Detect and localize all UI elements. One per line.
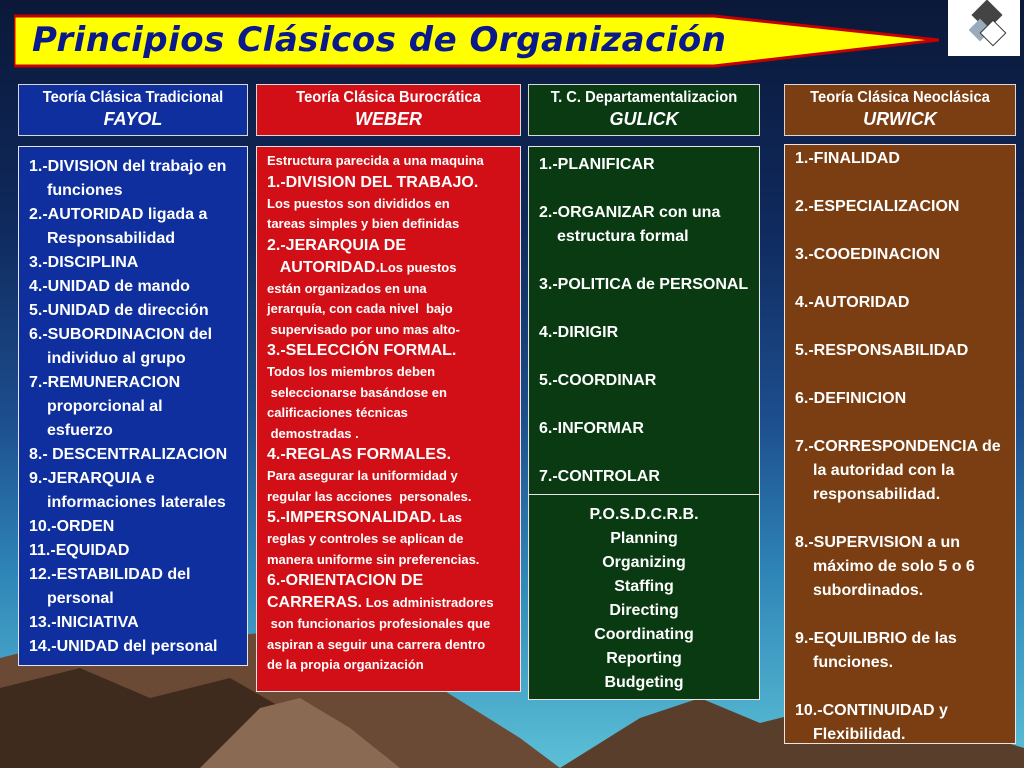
urwick-list-item bbox=[795, 507, 1015, 531]
weber-principles-box bbox=[256, 146, 521, 692]
urwick-list-item: 8.-SUPERVISION a un bbox=[795, 534, 961, 551]
weber-line bbox=[267, 635, 520, 656]
gulick-list-item: estructura formal bbox=[557, 228, 689, 245]
fayol-list-item: 1.-DIVISION del trabajo en bbox=[29, 158, 227, 175]
posdcorb-item: Directing bbox=[609, 602, 679, 619]
urwick-list-item bbox=[795, 219, 1015, 243]
urwick-list-item: subordinados. bbox=[813, 582, 924, 599]
fayol-list-item: 14.-UNIDAD del personal bbox=[29, 638, 218, 655]
weber-line bbox=[267, 444, 520, 466]
weber-line bbox=[267, 214, 520, 235]
gulick-list-item: 4.-DIRIGIR bbox=[539, 324, 619, 341]
header-fayol-author: FAYOL bbox=[103, 109, 163, 129]
weber-line bbox=[267, 487, 520, 508]
fayol-list-item: 7.-REMUNERACION bbox=[29, 374, 181, 391]
weber-line-text: manera uniforme sin preferencias. bbox=[267, 551, 480, 567]
fayol-list-item: personal bbox=[47, 590, 114, 607]
weber-line-text: calificaciones técnicas bbox=[267, 405, 408, 420]
urwick-list-item: 9.-EQUILIBRIO de las bbox=[795, 630, 957, 647]
urwick-principles-box bbox=[784, 144, 1016, 744]
weber-line-tail: Los administradores bbox=[362, 595, 494, 610]
gulick-list-item bbox=[539, 249, 759, 273]
weber-line-tail: Las bbox=[435, 510, 462, 525]
fayol-list-item: Responsabilidad bbox=[47, 230, 176, 247]
weber-line-text: Los puestos son divididos en bbox=[267, 195, 450, 211]
gulick-list-item: 5.-COORDINAR bbox=[539, 372, 657, 389]
urwick-list-item: 7.-CORRESPONDENCIA de bbox=[795, 438, 1001, 455]
gulick-list-item: 6.-INFORMAR bbox=[539, 420, 644, 437]
urwick-list-item bbox=[795, 315, 1015, 339]
weber-line bbox=[267, 257, 520, 279]
fayol-list-item: 9.-JERARQUIA e bbox=[29, 470, 155, 487]
weber-line bbox=[267, 424, 520, 445]
urwick-list-item: 10.-CONTINUIDAD y bbox=[795, 702, 948, 719]
weber-line-text: están organizados en una bbox=[267, 280, 427, 296]
weber-line-text: 1.-DIVISION DEL TRABAJO. bbox=[267, 173, 479, 191]
weber-line-tail: Los puestos bbox=[379, 259, 457, 275]
urwick-list-item: 1.-FINALIDAD bbox=[795, 150, 900, 167]
weber-line bbox=[267, 279, 520, 300]
weber-line bbox=[267, 172, 520, 194]
header-weber bbox=[256, 84, 521, 136]
fayol-list-item: 2.-AUTORIDAD ligada a bbox=[29, 206, 208, 223]
gulick-list-item: 3.-POLITICA de PERSONAL bbox=[539, 276, 749, 293]
fayol-list-item: 8.- DESCENTRALIZACION bbox=[29, 446, 228, 463]
weber-line-text: regular las acciones personales. bbox=[267, 488, 472, 504]
weber-line-text: Estructura parecida a una maquina bbox=[267, 153, 484, 168]
header-urwick-title: Teoría Clásica Neoclásica bbox=[810, 89, 990, 106]
weber-line-text: demostradas . bbox=[267, 425, 359, 441]
weber-line-text: supervisado por uno mas alto- bbox=[267, 321, 460, 337]
weber-line-text: aspiran a seguir una carrera dentro bbox=[267, 636, 486, 652]
fayol-list-item: 13.-INICIATIVA bbox=[29, 614, 139, 631]
gulick-list-item: 7.-CONTROLAR bbox=[539, 468, 660, 485]
weber-line bbox=[267, 320, 520, 341]
urwick-list-item: la autoridad con la bbox=[813, 462, 955, 479]
header-fayol bbox=[18, 84, 248, 136]
fayol-list-item: informaciones laterales bbox=[47, 494, 226, 511]
urwick-list-item: 6.-DEFINICION bbox=[795, 390, 907, 407]
weber-line bbox=[267, 194, 520, 215]
weber-line bbox=[267, 299, 520, 320]
urwick-list-item: 3.-COOEDINACION bbox=[795, 246, 940, 263]
fayol-list-item: 6.-SUBORDINACION del bbox=[29, 326, 213, 343]
fayol-principles-box bbox=[18, 146, 248, 666]
urwick-list-item: 2.-ESPECIALIZACION bbox=[795, 198, 960, 215]
urwick-list-item bbox=[795, 603, 1015, 627]
weber-line-text: CARRERAS. bbox=[267, 594, 363, 611]
logo-icon bbox=[948, 0, 1020, 56]
fayol-list-item: proporcional al bbox=[47, 398, 163, 415]
urwick-list-item bbox=[795, 363, 1015, 387]
fayol-list-item: 12.-ESTABILIDAD del bbox=[29, 566, 191, 583]
weber-line bbox=[267, 151, 520, 172]
weber-line-text: jerarquía, con cada nivel bajo bbox=[267, 301, 453, 316]
posdcorb-item: Budgeting bbox=[604, 674, 684, 691]
header-fayol-title: Teoría Clásica Tradicional bbox=[42, 89, 224, 106]
weber-line-text: tareas simples y bien definidas bbox=[267, 216, 460, 231]
gulick-list-item: 2.-ORGANIZAR con una bbox=[539, 204, 721, 221]
urwick-list-item: funciones. bbox=[813, 654, 894, 671]
weber-line-text: Todos los miembros deben bbox=[267, 364, 436, 379]
posdcorb-item: Reporting bbox=[606, 650, 682, 667]
weber-line bbox=[267, 466, 520, 487]
gulick-principles-box bbox=[528, 146, 760, 496]
weber-line bbox=[267, 403, 520, 424]
weber-line-text: Para asegurar la uniformidad y bbox=[267, 468, 458, 483]
header-gulick-title: T. C. Departamentalizacion bbox=[550, 89, 738, 106]
weber-line bbox=[267, 529, 520, 550]
weber-line-text: 3.-SELECCIÓN FORMAL. bbox=[267, 342, 457, 359]
posdcorb-item: Planning bbox=[610, 530, 678, 547]
posdcorb-item: P.O.S.D.C.R.B. bbox=[589, 506, 699, 523]
fayol-list-item: 10.-ORDEN bbox=[29, 518, 115, 535]
posdcorb-item: Staffing bbox=[614, 578, 674, 595]
gulick-list-item bbox=[539, 177, 759, 201]
weber-line bbox=[267, 362, 520, 383]
urwick-list-item bbox=[795, 411, 1015, 435]
fayol-list-item: 3.-DISCIPLINA bbox=[29, 254, 139, 271]
weber-line bbox=[267, 340, 520, 362]
weber-line-text: 4.-REGLAS FORMALES. bbox=[267, 446, 452, 463]
posdcorb-item: Organizing bbox=[602, 554, 686, 571]
weber-line-text: son funcionarios profesionales que bbox=[267, 616, 491, 631]
weber-line-text: 2.-JERARQUIA DE bbox=[267, 236, 406, 254]
gulick-list-item bbox=[539, 297, 759, 321]
header-gulick bbox=[528, 84, 760, 136]
weber-line-text: reglas y controles se aplican de bbox=[267, 531, 464, 546]
gulick-list-item bbox=[539, 345, 759, 369]
weber-line bbox=[267, 550, 520, 571]
urwick-list-item bbox=[795, 171, 1015, 195]
gulick-list-item: 1.-PLANIFICAR bbox=[539, 156, 655, 173]
gulick-list-item bbox=[539, 441, 759, 465]
header-urwick bbox=[784, 84, 1016, 136]
weber-line bbox=[267, 570, 520, 592]
weber-line-text: 6.-ORIENTACION DE bbox=[267, 572, 424, 589]
logo bbox=[948, 0, 1020, 56]
fayol-list-item: funciones bbox=[47, 182, 123, 199]
urwick-list-item: 5.-RESPONSABILIDAD bbox=[795, 342, 969, 359]
fayol-list-item: esfuerzo bbox=[47, 422, 113, 439]
header-weber-title: Teoría Clásica Burocrática bbox=[296, 89, 481, 106]
header-gulick-author: GULICK bbox=[609, 109, 679, 129]
header-weber-author: WEBER bbox=[355, 109, 422, 129]
fayol-list-item: 4.-UNIDAD de mando bbox=[29, 278, 190, 295]
weber-line bbox=[267, 592, 520, 614]
urwick-list-item bbox=[795, 675, 1015, 699]
urwick-list-item bbox=[795, 267, 1015, 291]
urwick-list-item: máximo de solo 5 o 6 bbox=[813, 558, 975, 575]
fayol-list-item: 11.-EQUIDAD bbox=[29, 542, 130, 559]
urwick-list-item: Flexibilidad. bbox=[813, 726, 906, 743]
gulick-list-item bbox=[539, 393, 759, 417]
weber-line-text: seleccionarse basándose en bbox=[267, 384, 447, 400]
posdcorb-box bbox=[528, 494, 760, 700]
urwick-list-item: responsabilidad. bbox=[813, 486, 941, 503]
fayol-list-item: individuo al grupo bbox=[47, 350, 186, 367]
weber-line bbox=[267, 655, 520, 676]
weber-line bbox=[267, 235, 520, 257]
weber-line bbox=[267, 383, 520, 404]
weber-line bbox=[267, 507, 520, 529]
weber-line bbox=[267, 614, 520, 635]
page-title: Principios Clásicos de Organización bbox=[32, 20, 727, 60]
weber-line-text: 5.-IMPERSONALIDAD. bbox=[267, 509, 436, 526]
posdcorb-item: Coordinating bbox=[594, 626, 694, 643]
urwick-list-item: 4.-AUTORIDAD bbox=[795, 294, 910, 311]
weber-line-text: de la propia organización bbox=[267, 657, 424, 672]
header-urwick-author: URWICK bbox=[863, 109, 937, 129]
fayol-list-item: 5.-UNIDAD de dirección bbox=[29, 302, 209, 319]
weber-line-text: AUTORIDAD. bbox=[267, 258, 380, 276]
